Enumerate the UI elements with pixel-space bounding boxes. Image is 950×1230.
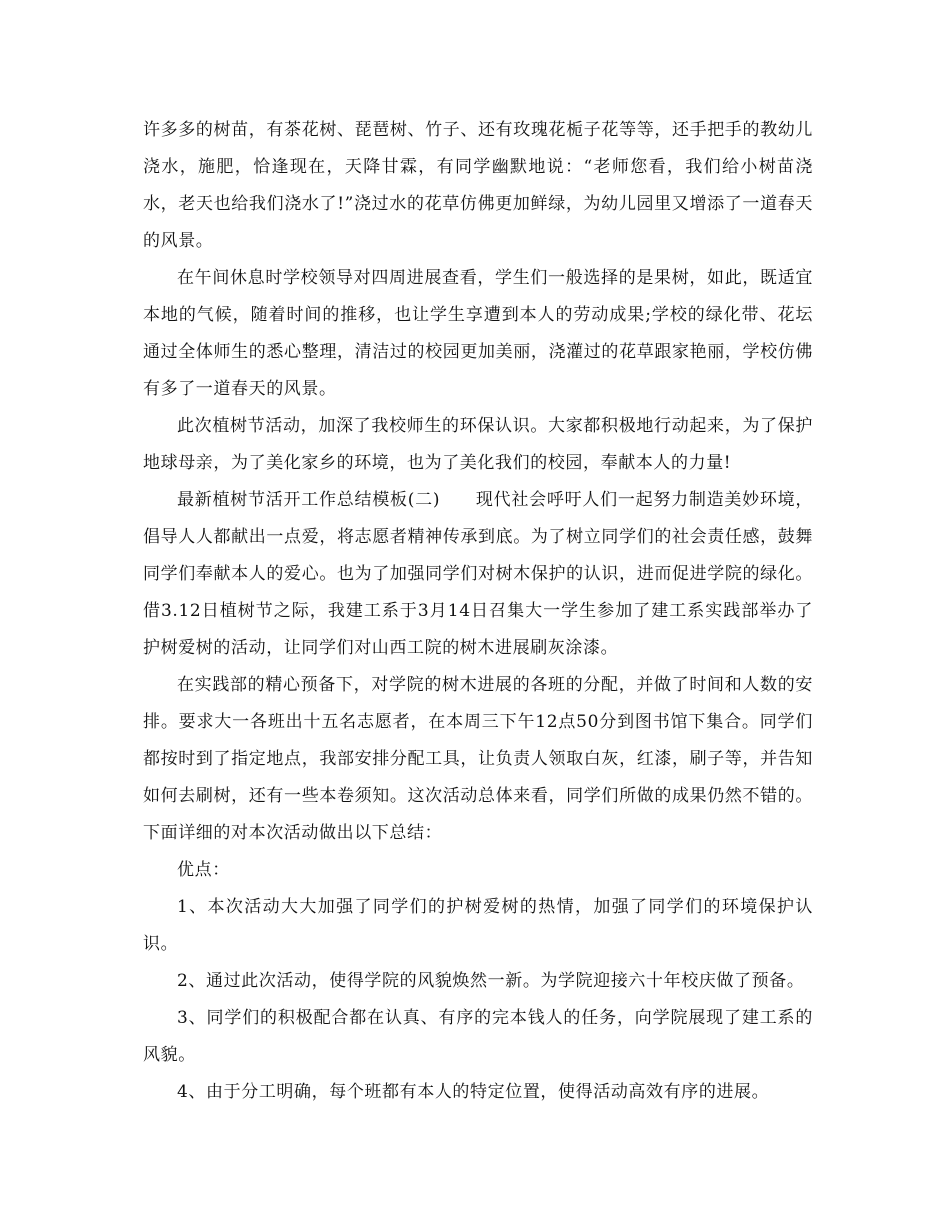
paragraph: 在午间休息时学校领导对四周进展查看，学生们一般选择的是果树，如此，既适宜本地的气候，随着时间的推移，也让学生享遭到本人的劳动成果;学校的绿化带、花坛通过全体师生的悉心整理，清洁过的校园更加美丽，浇灌过的花草跟家艳丽，学校仿佛有多了一道春天的风景。 <box>143 268 813 399</box>
paragraph: 此次植树节活动，加深了我校师生的环保认识。大家都积极地行动起来，为了保护地球母亲，为了美化家乡的环境，也为了美化我们的校园，奉献本人的力量! <box>143 416 813 473</box>
list-item: 1、本次活动大大加强了同学们的护树爱树的热情，加强了同学们的环境保护认识。 <box>143 897 813 954</box>
document-body <box>143 112 813 1111</box>
paragraph-continuation: 许多多的树苗，有茶花树、琵琶树、竹子、还有玫瑰花栀子花等等，还手把手的教幼儿浇水，施肥，恰逢现在，天降甘霖，有同学幽默地说：“老师您看，我们给小树苗浇水，老天也给我们浇水了!”浇过水的花草仿佛更加鲜绿，为幼儿园里又增添了一道春天的风景。 <box>143 120 813 251</box>
paragraph: 在实践部的精心预备下，对学院的树木进展的各班的分配，并做了时间和人数的安排。要求大一各班出十五名志愿者，在本周三下午12点50分到图书馆下集合。同学们都按时到了指定地点，我部安排分配工具，让负责人领取白灰，红漆，刷子等，并告知如何去刷树，还有一些本卷须知。这次活动总体来看，同学们所做的成果仍然不错的。下面详细的对本次活动做出以下总结： <box>143 675 813 843</box>
list-item: 2、通过此次活动，使得学院的风貌焕然一新。为学院迎接六十年校庆做了预备。 <box>177 971 805 991</box>
paragraph-section-start: 最新植树节活开工作总结模板(二) 现代社会呼吁人们一起努力制造美妙环境，倡导人人都献出一点爱，将志愿者精神传承到底。为了树立同学们的社会责任感，鼓舞同学们奉献本人的爱心。也为了加强同学们对树木保护的认识，进而促进学院的绿化。借3.12日植树节之际，我建工系于3月14日召集大一学生参加了建工系实践部举办了护树爱树的活动，让同学们对山西工院的树木进展刷灰涂漆。 <box>143 490 813 658</box>
list-item: 4、由于分工明确，每个班都有本人的特定位置，使得活动高效有序的进展。 <box>177 1082 770 1102</box>
section-heading-advantages: 优点： <box>177 860 230 880</box>
list-item: 3、同学们的积极配合都在认真、有序的完本钱人的任务，向学院展现了建工系的风貌。 <box>143 1008 813 1065</box>
